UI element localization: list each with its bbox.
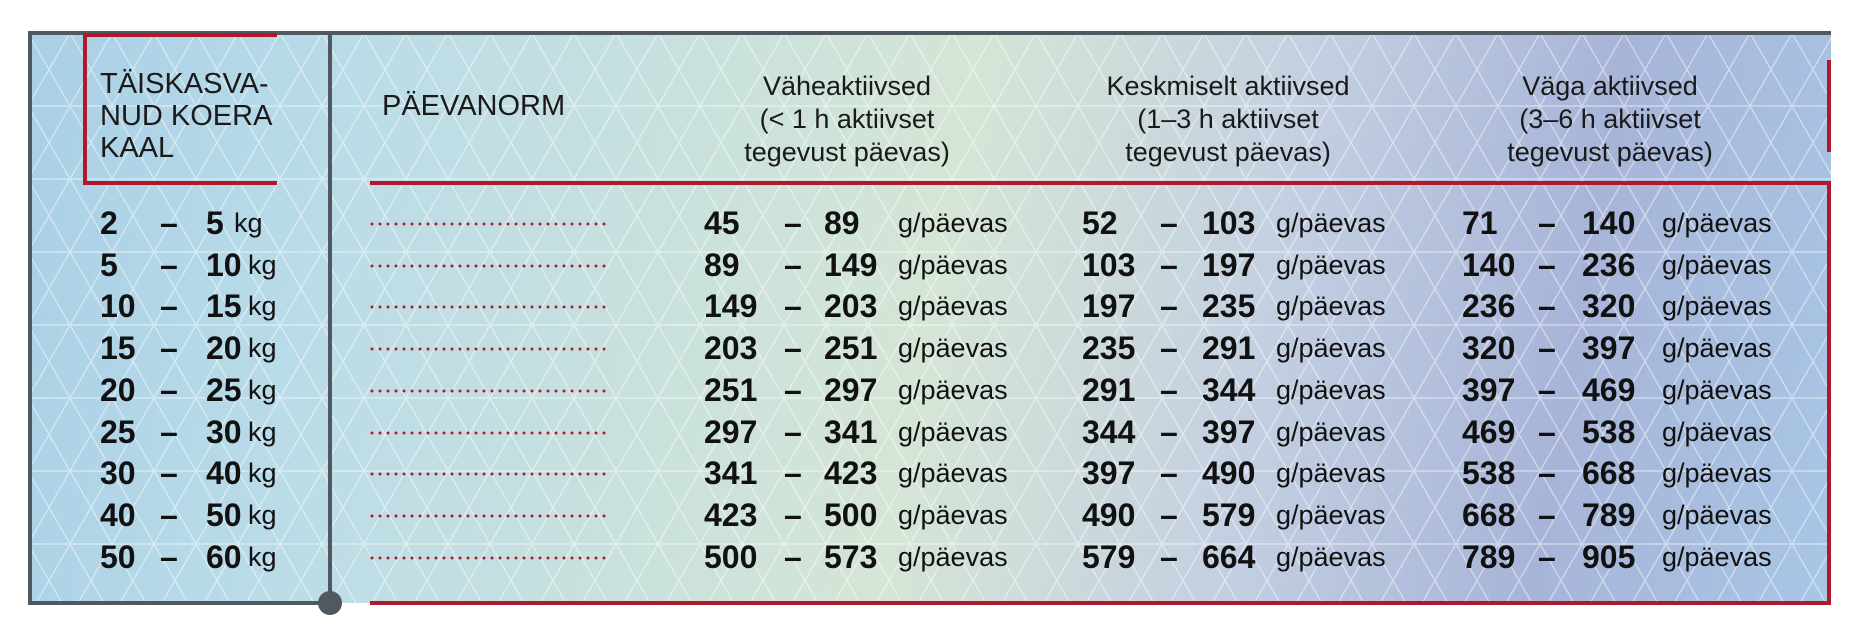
low-activity-to: 89 <box>824 205 860 241</box>
medium-activity-header: Keskmiselt aktiivsed (1–3 h aktiivset tegevust päevas) <box>1106 71 1350 167</box>
medium-activity-to: 579 <box>1202 496 1256 533</box>
range-dash: – <box>784 246 802 283</box>
medium-activity-from: 52 <box>1082 205 1118 241</box>
medium-activity-from: 197 <box>1082 288 1136 325</box>
weight-from: 20 <box>100 371 136 408</box>
medium-activity-from: 235 <box>1082 330 1136 367</box>
weight-to: 30 <box>206 413 242 450</box>
range-dash: – <box>160 496 178 533</box>
weight-header-bottom-rule <box>83 181 277 185</box>
weight-to: 15 <box>206 288 242 325</box>
range-dash: – <box>1160 496 1178 533</box>
high-activity-to: 789 <box>1582 496 1636 533</box>
amount-unit: g/päevas <box>1662 458 1772 489</box>
weight-unit: kg <box>248 499 277 530</box>
range-dash: – <box>1538 455 1556 492</box>
range-dash: – <box>160 246 178 283</box>
daily-norm-header: PÄEVANORM <box>382 90 566 122</box>
medium-activity-from: 397 <box>1082 455 1136 492</box>
range-dash: – <box>1538 496 1556 533</box>
low-activity-from: 297 <box>704 413 758 450</box>
table-bottom-rule <box>370 601 1831 605</box>
table-row <box>0 370 1855 410</box>
range-dash: – <box>1538 288 1556 325</box>
range-dash: – <box>160 205 178 241</box>
low-activity-from: 45 <box>704 205 740 241</box>
dotted-leader <box>368 222 608 226</box>
weight-unit: kg <box>248 541 277 572</box>
range-dash: – <box>1160 246 1178 283</box>
high-activity-to: 538 <box>1582 413 1636 450</box>
medium-activity-to: 397 <box>1202 413 1256 450</box>
weight-unit: kg <box>248 374 277 405</box>
weight-unit: kg <box>248 249 277 280</box>
weight-from: 40 <box>100 496 136 533</box>
low-activity-from: 500 <box>704 538 758 575</box>
medium-activity-to: 664 <box>1202 538 1256 575</box>
high-activity-to: 140 <box>1582 205 1636 241</box>
range-dash: – <box>784 288 802 325</box>
table-row <box>0 495 1855 535</box>
amount-unit: g/päevas <box>1276 374 1386 405</box>
dotted-leader <box>368 389 608 393</box>
low-activity-from: 203 <box>704 330 758 367</box>
low-activity-to: 203 <box>824 288 878 325</box>
range-dash: – <box>160 371 178 408</box>
range-dash: – <box>1160 205 1178 241</box>
frame-bottom-line <box>28 601 330 605</box>
low-activity-to: 341 <box>824 413 878 450</box>
range-dash: – <box>784 455 802 492</box>
range-dash: – <box>784 205 802 241</box>
high-activity-from: 668 <box>1462 496 1516 533</box>
high-activity-to: 668 <box>1582 455 1636 492</box>
amount-unit: g/päevas <box>1662 333 1772 364</box>
high-activity-to: 905 <box>1582 538 1636 575</box>
dotted-leader <box>368 431 608 435</box>
range-dash: – <box>160 455 178 492</box>
low-activity-from: 423 <box>704 496 758 533</box>
low-activity-to: 423 <box>824 455 878 492</box>
dotted-leader <box>368 347 608 351</box>
range-dash: – <box>1538 330 1556 367</box>
table-row <box>0 286 1855 326</box>
low-activity-to: 500 <box>824 496 878 533</box>
amount-unit: g/päevas <box>1276 499 1386 530</box>
amount-unit: g/päevas <box>1276 249 1386 280</box>
weight-to: 50 <box>206 496 242 533</box>
range-dash: – <box>1538 413 1556 450</box>
amount-unit: g/päevas <box>898 374 1008 405</box>
low-activity-to: 251 <box>824 330 878 367</box>
weight-unit: kg <box>248 333 277 364</box>
weight-from: 10 <box>100 288 136 325</box>
amount-unit: g/päevas <box>898 458 1008 489</box>
divider-knob <box>318 591 342 615</box>
amount-unit: g/päevas <box>1662 249 1772 280</box>
range-dash: – <box>160 413 178 450</box>
range-dash: – <box>784 330 802 367</box>
amount-unit: g/päevas <box>1276 458 1386 489</box>
weight-from: 2 <box>100 205 118 241</box>
medium-activity-to: 103 <box>1202 205 1256 241</box>
weight-from: 30 <box>100 455 136 492</box>
dotted-leader <box>368 556 608 560</box>
high-activity-from: 140 <box>1462 246 1516 283</box>
weight-unit: kg <box>234 208 263 238</box>
table-row <box>0 203 1855 243</box>
high-activity-to: 236 <box>1582 246 1636 283</box>
weight-from: 15 <box>100 330 136 367</box>
amount-unit: g/päevas <box>1276 291 1386 322</box>
medium-activity-to: 235 <box>1202 288 1256 325</box>
low-activity-to: 573 <box>824 538 878 575</box>
medium-activity-from: 344 <box>1082 413 1136 450</box>
high-activity-header: Väga aktiivsed (3–6 h aktiivset tegevust päevas) <box>1507 71 1713 167</box>
weight-to: 20 <box>206 330 242 367</box>
range-dash: – <box>784 413 802 450</box>
medium-activity-from: 490 <box>1082 496 1136 533</box>
range-dash: – <box>1538 205 1556 241</box>
header-bottom-rule <box>370 181 1831 185</box>
range-dash: – <box>1160 413 1178 450</box>
range-dash: – <box>160 288 178 325</box>
range-dash: – <box>1160 538 1178 575</box>
low-activity-to: 149 <box>824 246 878 283</box>
range-dash: – <box>1160 455 1178 492</box>
weight-to: 10 <box>206 246 242 283</box>
medium-activity-from: 291 <box>1082 371 1136 408</box>
range-dash: – <box>1160 330 1178 367</box>
table-row <box>0 328 1855 368</box>
dotted-leader <box>368 264 608 268</box>
high-activity-from: 236 <box>1462 288 1516 325</box>
amount-unit: g/päevas <box>898 333 1008 364</box>
weight-from: 50 <box>100 538 136 575</box>
weight-to: 25 <box>206 371 242 408</box>
range-dash: – <box>1160 288 1178 325</box>
amount-unit: g/päevas <box>1662 541 1772 572</box>
medium-activity-from: 579 <box>1082 538 1136 575</box>
amount-unit: g/päevas <box>898 208 1008 238</box>
dotted-leader <box>368 472 608 476</box>
table-row <box>0 412 1855 452</box>
amount-unit: g/päevas <box>1276 416 1386 447</box>
high-activity-to: 469 <box>1582 371 1636 408</box>
high-activity-from: 469 <box>1462 413 1516 450</box>
amount-unit: g/päevas <box>898 291 1008 322</box>
amount-unit: g/päevas <box>898 499 1008 530</box>
amount-unit: g/päevas <box>898 249 1008 280</box>
weight-unit: kg <box>248 416 277 447</box>
weight-unit: kg <box>248 458 277 489</box>
range-dash: – <box>160 538 178 575</box>
weight-from: 5 <box>100 246 118 283</box>
medium-activity-to: 197 <box>1202 246 1256 283</box>
amount-unit: g/päevas <box>1662 374 1772 405</box>
weight-unit: kg <box>248 291 277 322</box>
low-activity-to: 297 <box>824 371 878 408</box>
amount-unit: g/päevas <box>1662 291 1772 322</box>
low-activity-header: Väheaktiivsed (< 1 h aktiivset tegevust päevas) <box>744 71 950 167</box>
amount-unit: g/päevas <box>1662 208 1772 238</box>
low-activity-from: 251 <box>704 371 758 408</box>
dotted-leader <box>368 514 608 518</box>
range-dash: – <box>1538 538 1556 575</box>
medium-activity-from: 103 <box>1082 246 1136 283</box>
weight-header-top-rule <box>83 33 277 37</box>
amount-unit: g/päevas <box>1662 416 1772 447</box>
high-activity-from: 789 <box>1462 538 1516 575</box>
weight-to: 40 <box>206 455 242 492</box>
range-dash: – <box>784 538 802 575</box>
weight-to: 5 <box>206 205 224 241</box>
table-row <box>0 537 1855 577</box>
range-dash: – <box>1538 371 1556 408</box>
weight-header-left-rule <box>83 33 87 185</box>
amount-unit: g/päevas <box>1276 333 1386 364</box>
range-dash: – <box>784 371 802 408</box>
dotted-leader <box>368 305 608 309</box>
medium-activity-to: 291 <box>1202 330 1256 367</box>
amount-unit: g/päevas <box>898 416 1008 447</box>
high-activity-from: 71 <box>1462 205 1498 241</box>
medium-activity-to: 490 <box>1202 455 1256 492</box>
weight-from: 25 <box>100 413 136 450</box>
table-row <box>0 453 1855 493</box>
amount-unit: g/päevas <box>1276 541 1386 572</box>
high-activity-to: 397 <box>1582 330 1636 367</box>
amount-unit: g/päevas <box>898 541 1008 572</box>
weight-column-header: TÄISKASVA- NUD KOERA KAAL <box>100 68 273 164</box>
low-activity-from: 341 <box>704 455 758 492</box>
amount-unit: g/päevas <box>1276 208 1386 238</box>
range-dash: – <box>784 496 802 533</box>
range-dash: – <box>1160 371 1178 408</box>
low-activity-from: 89 <box>704 246 740 283</box>
amount-unit: g/päevas <box>1662 499 1772 530</box>
high-activity-from: 320 <box>1462 330 1516 367</box>
frame-top-line <box>28 31 1831 35</box>
medium-activity-to: 344 <box>1202 371 1256 408</box>
high-activity-to: 320 <box>1582 288 1636 325</box>
high-activity-from: 538 <box>1462 455 1516 492</box>
weight-to: 60 <box>206 538 242 575</box>
low-activity-from: 149 <box>704 288 758 325</box>
high-activity-from: 397 <box>1462 371 1516 408</box>
range-dash: – <box>160 330 178 367</box>
right-edge-rule-top <box>1827 60 1831 152</box>
range-dash: – <box>1538 246 1556 283</box>
table-row <box>0 245 1855 285</box>
